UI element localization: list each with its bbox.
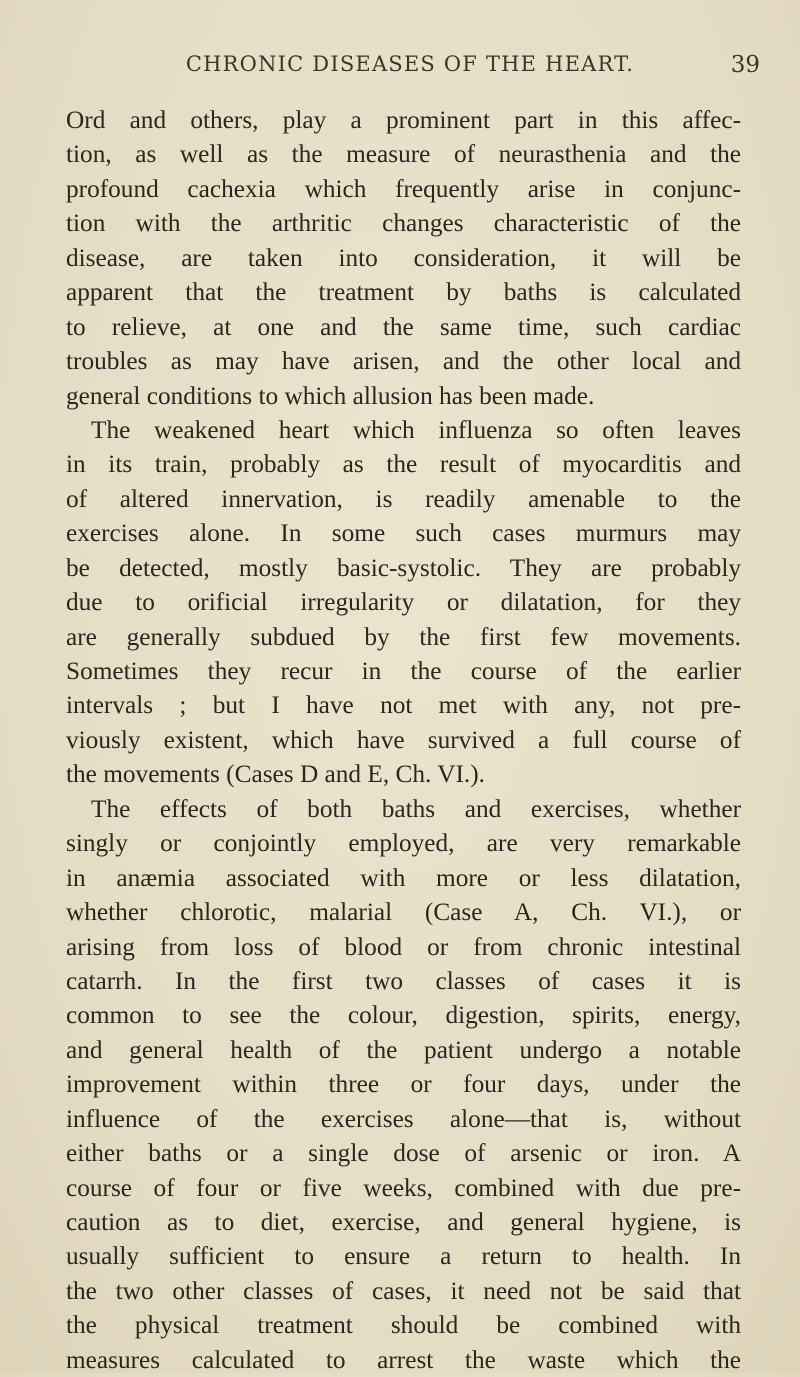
text-line: caution as to diet, exercise, and general hygiene, is [66,1208,741,1236]
text-line: arising from loss of blood or from chronic intestinal [66,932,741,961]
text-line: the physical treatment should be combined with [66,1311,741,1340]
text-line: common to see the colour, digestion, spirits, energy, [66,1001,741,1030]
text-line: disease, are taken into consideration, it will be [66,243,741,272]
text-line: The weakened heart which influenza so often leaves [91,415,741,444]
body-text [66,103,741,1377]
text-line: viously existent, which have survived a full course of [66,725,741,754]
page-number: 39 [730,52,760,78]
text-line: the two other classes of cases, it need not be said that [66,1276,741,1305]
text-line: measures calculated to arrest the waste which the [66,1345,741,1374]
text-line: tion with the arthritic changes characteristic of the [66,209,741,238]
text-line: of altered innervation, is readily amenable to the [66,484,741,513]
text-line: the movements (Cases D and E, Ch. VI.). [66,760,485,789]
text-line: profound cachexia which frequently arise in conjunc- [66,174,741,203]
text-line: apparent that the treatment by baths is calculated [66,278,741,307]
text-line: catarrh. In the first two classes of cases it is [66,966,741,995]
text-line: intervals ; but I have not met with any, not pre- [66,691,741,720]
text-line: exercises alone. In some such cases murmurs may [66,519,741,548]
text-line: singly or conjointly employed, are very remarkable [66,829,741,858]
text-line: to relieve, at one and the same time, such cardiac [66,312,741,341]
text-line: Ord and others, play a prominent part in this affec- [66,106,741,134]
text-line: influence of the exercises alone—that is, without [66,1104,741,1133]
text-line: either baths or a single dose of arsenic or iron. A [66,1139,741,1168]
text-line: general conditions to which allusion has been made. [66,381,595,410]
text-line: improvement within three or four days, under the [66,1070,741,1099]
text-line: tion, as well as the measure of neurasthenia and the [66,140,741,169]
text-line: whether chlorotic, malarial (Case A, Ch. VI.), or [66,898,741,927]
text-line: in its train, probably as the result of myocarditis and [66,450,741,479]
text-line: due to orificial irregularity or dilatation, for they [66,588,741,617]
running-head [60,52,760,84]
text-line: are generally subdued by the first few movements. [66,622,741,651]
text-line: and general health of the patient undergo a notable [66,1035,741,1064]
text-line: troubles as may have arisen, and the other local and [66,347,741,376]
text-line: be detected, mostly basic-systolic. They are probably [66,553,741,582]
text-line: Sometimes they recur in the course of the earlier [66,657,741,685]
text-line: course of four or five weeks, combined with due pre- [66,1173,741,1202]
text-line: The effects of both baths and exercises, whether [91,794,741,823]
text-line: usually sufficient to ensure a return to health. In [66,1242,741,1271]
running-title: CHRONIC DISEASES OF THE HEART. [185,52,635,76]
text-line: in anæmia associated with more or less dilatation, [66,863,741,892]
